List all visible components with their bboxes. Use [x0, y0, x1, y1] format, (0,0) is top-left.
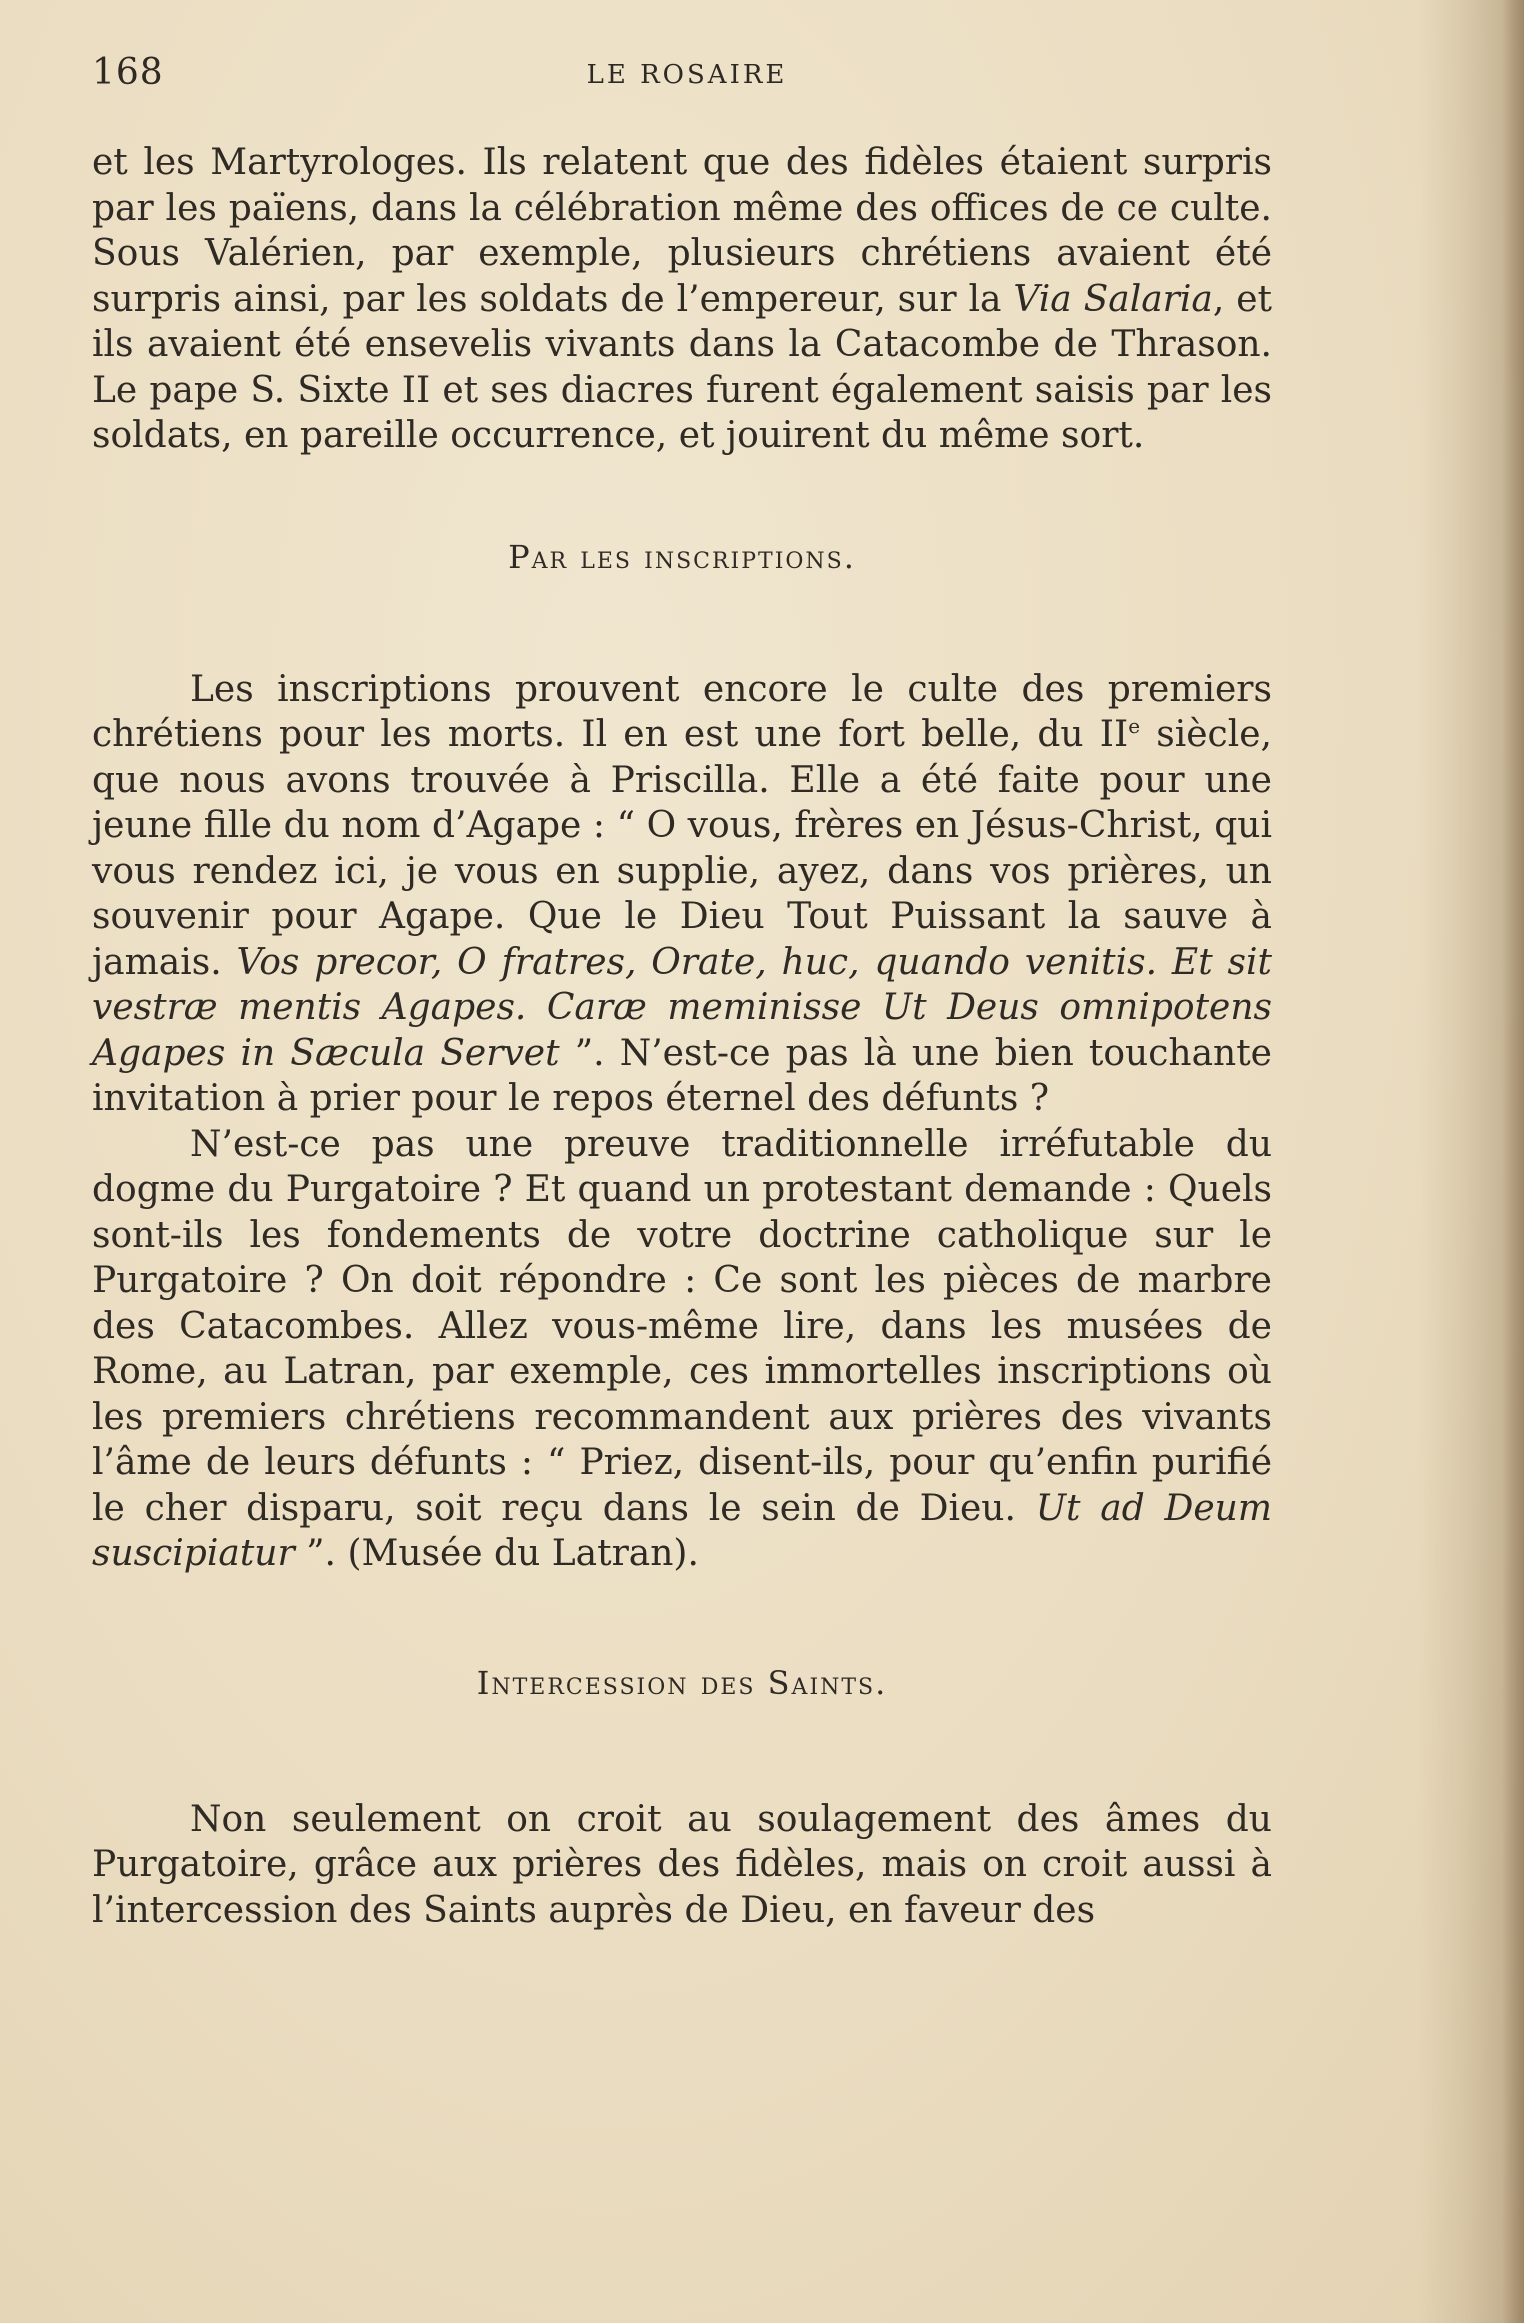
paragraph-inscriptions — [92, 667, 1272, 1122]
latin-inscription: Vos precor, O fratres, Orate, huc, quando venitis. Et sit vestræ mentis Agapes. Caræ meminisse Ut Deus omnipotens Agapes in Sæcula Servet — [92, 941, 1272, 1074]
paragraph-text: ”. N’est-ce pas là une bien touchante invitation à prier pour le repos éternel des défunts ? — [92, 1032, 1272, 1119]
text-block — [92, 140, 1272, 1933]
paragraph-text: N’est-ce pas une preuve traditionnelle irréfutable du dogme du Purgatoire ? Et quand un protestant demande : Quels sont-ils les fondements de votre doctrine catholique sur le Purgatoire ? On doit répondre : Ce sont les pièces de marbre des Catacombes. Allez vous-même lire, dans les musées de Rome, au Latran, par exemple, ces immortelles inscriptions où les premiers chrétiens recommandent aux prières des vivants l’âme de leurs défunts : “ Priez, disent-ils, pour qu’enfin purifié le cher disparu, soit reçu dans le sein de Dieu. — [92, 1123, 1272, 1529]
section-heading-intercession: Intercession des Saints. — [476, 1663, 888, 1702]
latin-quote: Ut ad Deum suscipiatur — [92, 1487, 1272, 1574]
paragraph-text: siècle, que nous avons trouvée à Priscilla. Elle a été faite pour une jeune fille du nom d’Agape : “ O vous, frères en Jésus-Christ, qui vous rendez ici, je vous en supplie, ayez, dans vos prières, un souvenir pour Agape. Que le Dieu Tout Puissant la sauve à jamais. — [92, 714, 1272, 983]
paragraph-text: et les Martyrologes. Ils relatent que des fidèles étaient surpris par les païens, dans la célébration même des offices de ce culte. Sous Valérien, par exemple, plusieurs chrétiens avaient été surpris ainsi, par les soldats de l’empereur, sur la — [92, 142, 1272, 320]
paragraph-text: ”. (Musée du Latran). — [294, 1533, 699, 1574]
section-heading-inscriptions: Par les inscriptions. — [508, 537, 856, 576]
paragraph-intercession: Non seulement on croit au soulagement des âmes du Purgatoire, grâce aux prières des fidèles, mais on croit aussi à l’intercession des Saints auprès de Dieu, en faveur des — [92, 1798, 1272, 1931]
paragraph-martyrologes — [92, 140, 1272, 459]
running-title: LE ROSAIRE — [586, 60, 788, 90]
paragraph-text: , et ils avaient été ensevelis vivants dans la Catacombe de Thrason. Le pape S. Sixte II et ses diacres furent également saisis par les soldats, en pareille occurrence, et jouirent du même sort. — [92, 278, 1272, 456]
italic-via-salaria: Via Salaria — [1013, 278, 1213, 320]
running-head — [92, 52, 1282, 102]
superscript: e — [1128, 714, 1141, 738]
page-number: 168 — [92, 52, 164, 93]
paragraph-text: Les inscriptions prouvent encore le culte des premiers chrétiens pour les morts. Il en est une fort belle, du II — [92, 668, 1272, 755]
page-edge-shadow — [1502, 0, 1524, 2323]
paragraph-purgatoire — [92, 1122, 1272, 1577]
